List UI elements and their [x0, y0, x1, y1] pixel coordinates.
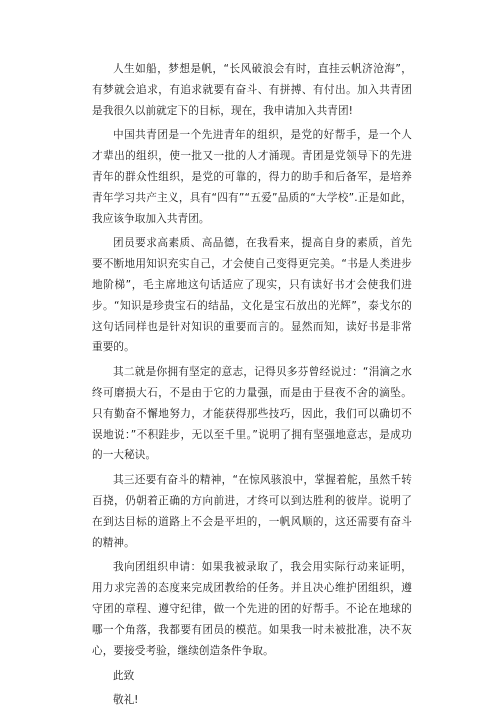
- paragraph-striving: 其三还要有奋斗的精神，“在惊风骇浪中，掌握着舵，虽然千转百挠，仍朝着正确的方向前进，才终可以到达胜利的彼岸。说明了在到达目标的道路上不会是平坦的，一帆风顺的，这还需要有奋斗的精神。: [92, 474, 412, 549]
- paragraph-intro: 人生如船，梦想是帆，“长风破浪会有时，直挂云帆济沧海”，有梦就会追求，有追求就要有奋斗、有拼搏、有付出。加入共青团是我很久以前就定下的目标，现在，我申请加入共青团!: [92, 63, 412, 117]
- paragraph-knowledge: 团员要求高素质、高品德，在我看来，提高自身的素质，首先要不断地用知识充实自己，才会使自己变得更完美。“书是人类进步地阶梯”，毛主席地这句话适应了现实，只有读好书才会使我们进步。“知识是珍贵宝石的结晶，文化是宝石放出的光辉”，泰戈尔的这句话同样也是针对知识的重要而言的。显然而知，读好书是非常重要的。: [92, 237, 412, 354]
- closing-salutation: 此致: [113, 670, 135, 683]
- paragraph-willpower: 其二就是你拥有坚定的意志，记得贝多芬曾经说过：“涓滴之水终可磨损大石，不是由于它的力量强，而是由于昼夜不舍的滴坠。只有勤奋不懈地努力，才能获得那些技巧，因此，我们可以确切不误地说：”不积跬步，无以至千里。”说明了拥有坚强地意志，是成功的一大秘诀。: [92, 366, 412, 462]
- paragraph-pledge: 我向团组织申请：如果我被录取了，我会用实际行动来证明，用力求完善的态度来完成团教给的任务。并且决心维护团组织，遵守团的章程、遵守纪律，做一个先进的团的好帮手。不论在地球的哪一个角落，我都要有团员的模范。如果我一时未被批准，决不灰心，要接受考验，继续创造条件争取。: [92, 561, 412, 657]
- paragraph-about-league: 中国共青团是一个先进青年的组织，是党的好帮手，是一个人才辈出的组织，使一批又一批的人才涌现。青团是党领导下的先进青年的群众性组织，是党的可靠的，得力的助手和后备军，是培养青年学习共产主义，具有“四有”“五爱”品质的“大学校”.正是如此，我应该争取加入共青团。: [92, 129, 412, 225]
- closing-regards: 敬礼!: [113, 694, 139, 707]
- application-letter: [92, 59, 412, 711]
